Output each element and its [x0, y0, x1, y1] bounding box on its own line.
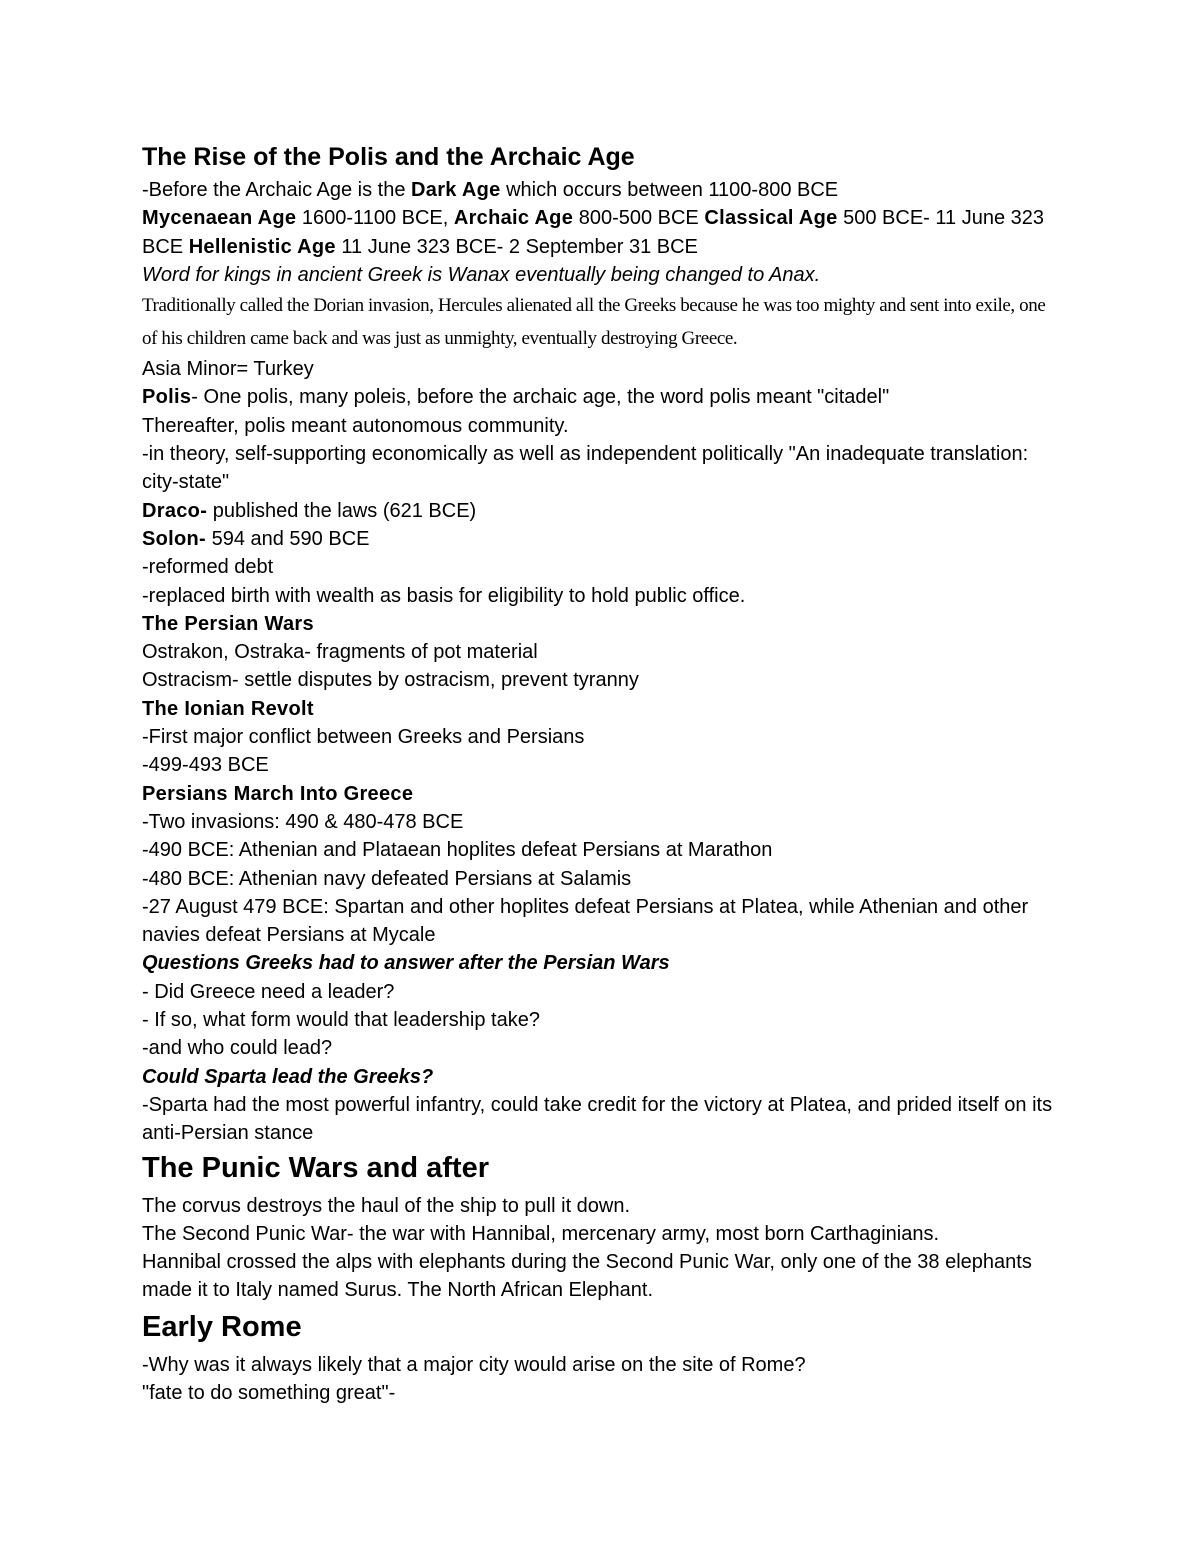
question-1: - Did Greece need a leader?	[142, 980, 395, 1003]
solon-birth: -replaced birth with wealth as basis for eligibility to hold public office.	[142, 584, 746, 607]
rome-item-1: -Why was it always likely that a major city would arise on the site of Rome?	[142, 1353, 806, 1376]
punic-item-1: The corvus destroys the haul of the ship to pull it down.	[142, 1194, 631, 1217]
polis-theory: -in theory, self-supporting economically as well as independent politically "An inadequate translation: city-state"	[142, 443, 1029, 494]
punic-item-2: The Second Punic War- the war with Hannibal, mercenary army, most born Carthaginians.	[142, 1222, 940, 1245]
question-3: -and who could lead?	[142, 1037, 333, 1060]
ionian-revolt-heading: The Ionian Revolt	[142, 697, 314, 720]
ostrakon-line: Ostrakon, Ostraka- fragments of pot material	[142, 641, 538, 664]
ionian-item-1: -First major conflict between Greeks and Persians	[142, 726, 585, 749]
document-page	[142, 140, 1062, 1407]
march-item-1: -Two invasions: 490 & 480-478 BCE	[142, 810, 464, 833]
asia-minor-note: Asia Minor= Turkey	[142, 358, 314, 381]
persian-wars-heading: The Persian Wars	[142, 612, 314, 635]
rome-item-2: "fate to do something great"-	[142, 1381, 396, 1404]
dorian-note: Traditionally called the Dorian invasion, Hercules alienated all the Greeks because he was too mighty and sent into exile, one of his children came back and was just as unmighty, eventually destroying Greece.	[142, 295, 1046, 350]
questions-heading: Questions Greeks had to answer after the Persian Wars	[142, 952, 670, 975]
ionian-item-2: -499-493 BCE	[142, 754, 269, 777]
sparta-item-1: -Sparta had the most powerful infantry, could take credit for the victory at Platea, and prided itself on its anti-Persian stance	[142, 1093, 1053, 1145]
solon-debt: -reformed debt	[142, 556, 274, 579]
section-title-rome: Early Rome	[142, 1310, 302, 1343]
draco-line: Draco- published the laws (621 BCE)	[142, 499, 477, 522]
solon-line: Solon- 594 and 590 BCE	[142, 527, 370, 550]
punic-item-3: Hannibal crossed the alps with elephants during the Second Punic War, only one of the 38 elephants made it to Italy named Surus. The North African Elephant.	[142, 1251, 1032, 1302]
polis-thereafter: Thereafter, polis meant autonomous community.	[142, 414, 569, 437]
ostracism-line: Ostracism- settle disputes by ostracism, prevent tyranny	[142, 669, 639, 692]
wanax-note: Word for kings in ancient Greek is Wanax eventually being changed to Anax.	[142, 263, 821, 286]
persians-march-heading: Persians March Into Greece	[142, 782, 414, 805]
sparta-heading: Could Sparta lead the Greeks?	[142, 1065, 434, 1088]
section-title-polis: The Rise of the Polis and the Archaic Age	[142, 143, 635, 171]
dark-age-line: -Before the Archaic Age is the Dark Age which occurs between 1100-800 BCE	[142, 179, 839, 201]
march-item-3: -480 BCE: Athenian navy defeated Persians at Salamis	[142, 867, 632, 890]
section-title-punic: The Punic Wars and after	[142, 1151, 489, 1184]
question-2: - If so, what form would that leadership take?	[142, 1009, 540, 1032]
march-item-2: -490 BCE: Athenian and Plataean hoplites defeat Persians at Marathon	[142, 839, 773, 862]
polis-definition: Polis- One polis, many poleis, before the archaic age, the word polis meant "citadel"	[142, 386, 890, 409]
march-item-4: -27 August 479 BCE: Spartan and other hoplites defeat Persians at Platea, while Athenian and other navies defeat Persians at Mycale	[142, 895, 1029, 947]
ages-line: Mycenaean Age 1600-1100 BCE, Archaic Age 800-500 BCE Classical Age 500 BCE- 11 June 323 BCE Hellenistic Age 11 June 323 BCE- 2 September 31 BCE	[142, 207, 1045, 258]
